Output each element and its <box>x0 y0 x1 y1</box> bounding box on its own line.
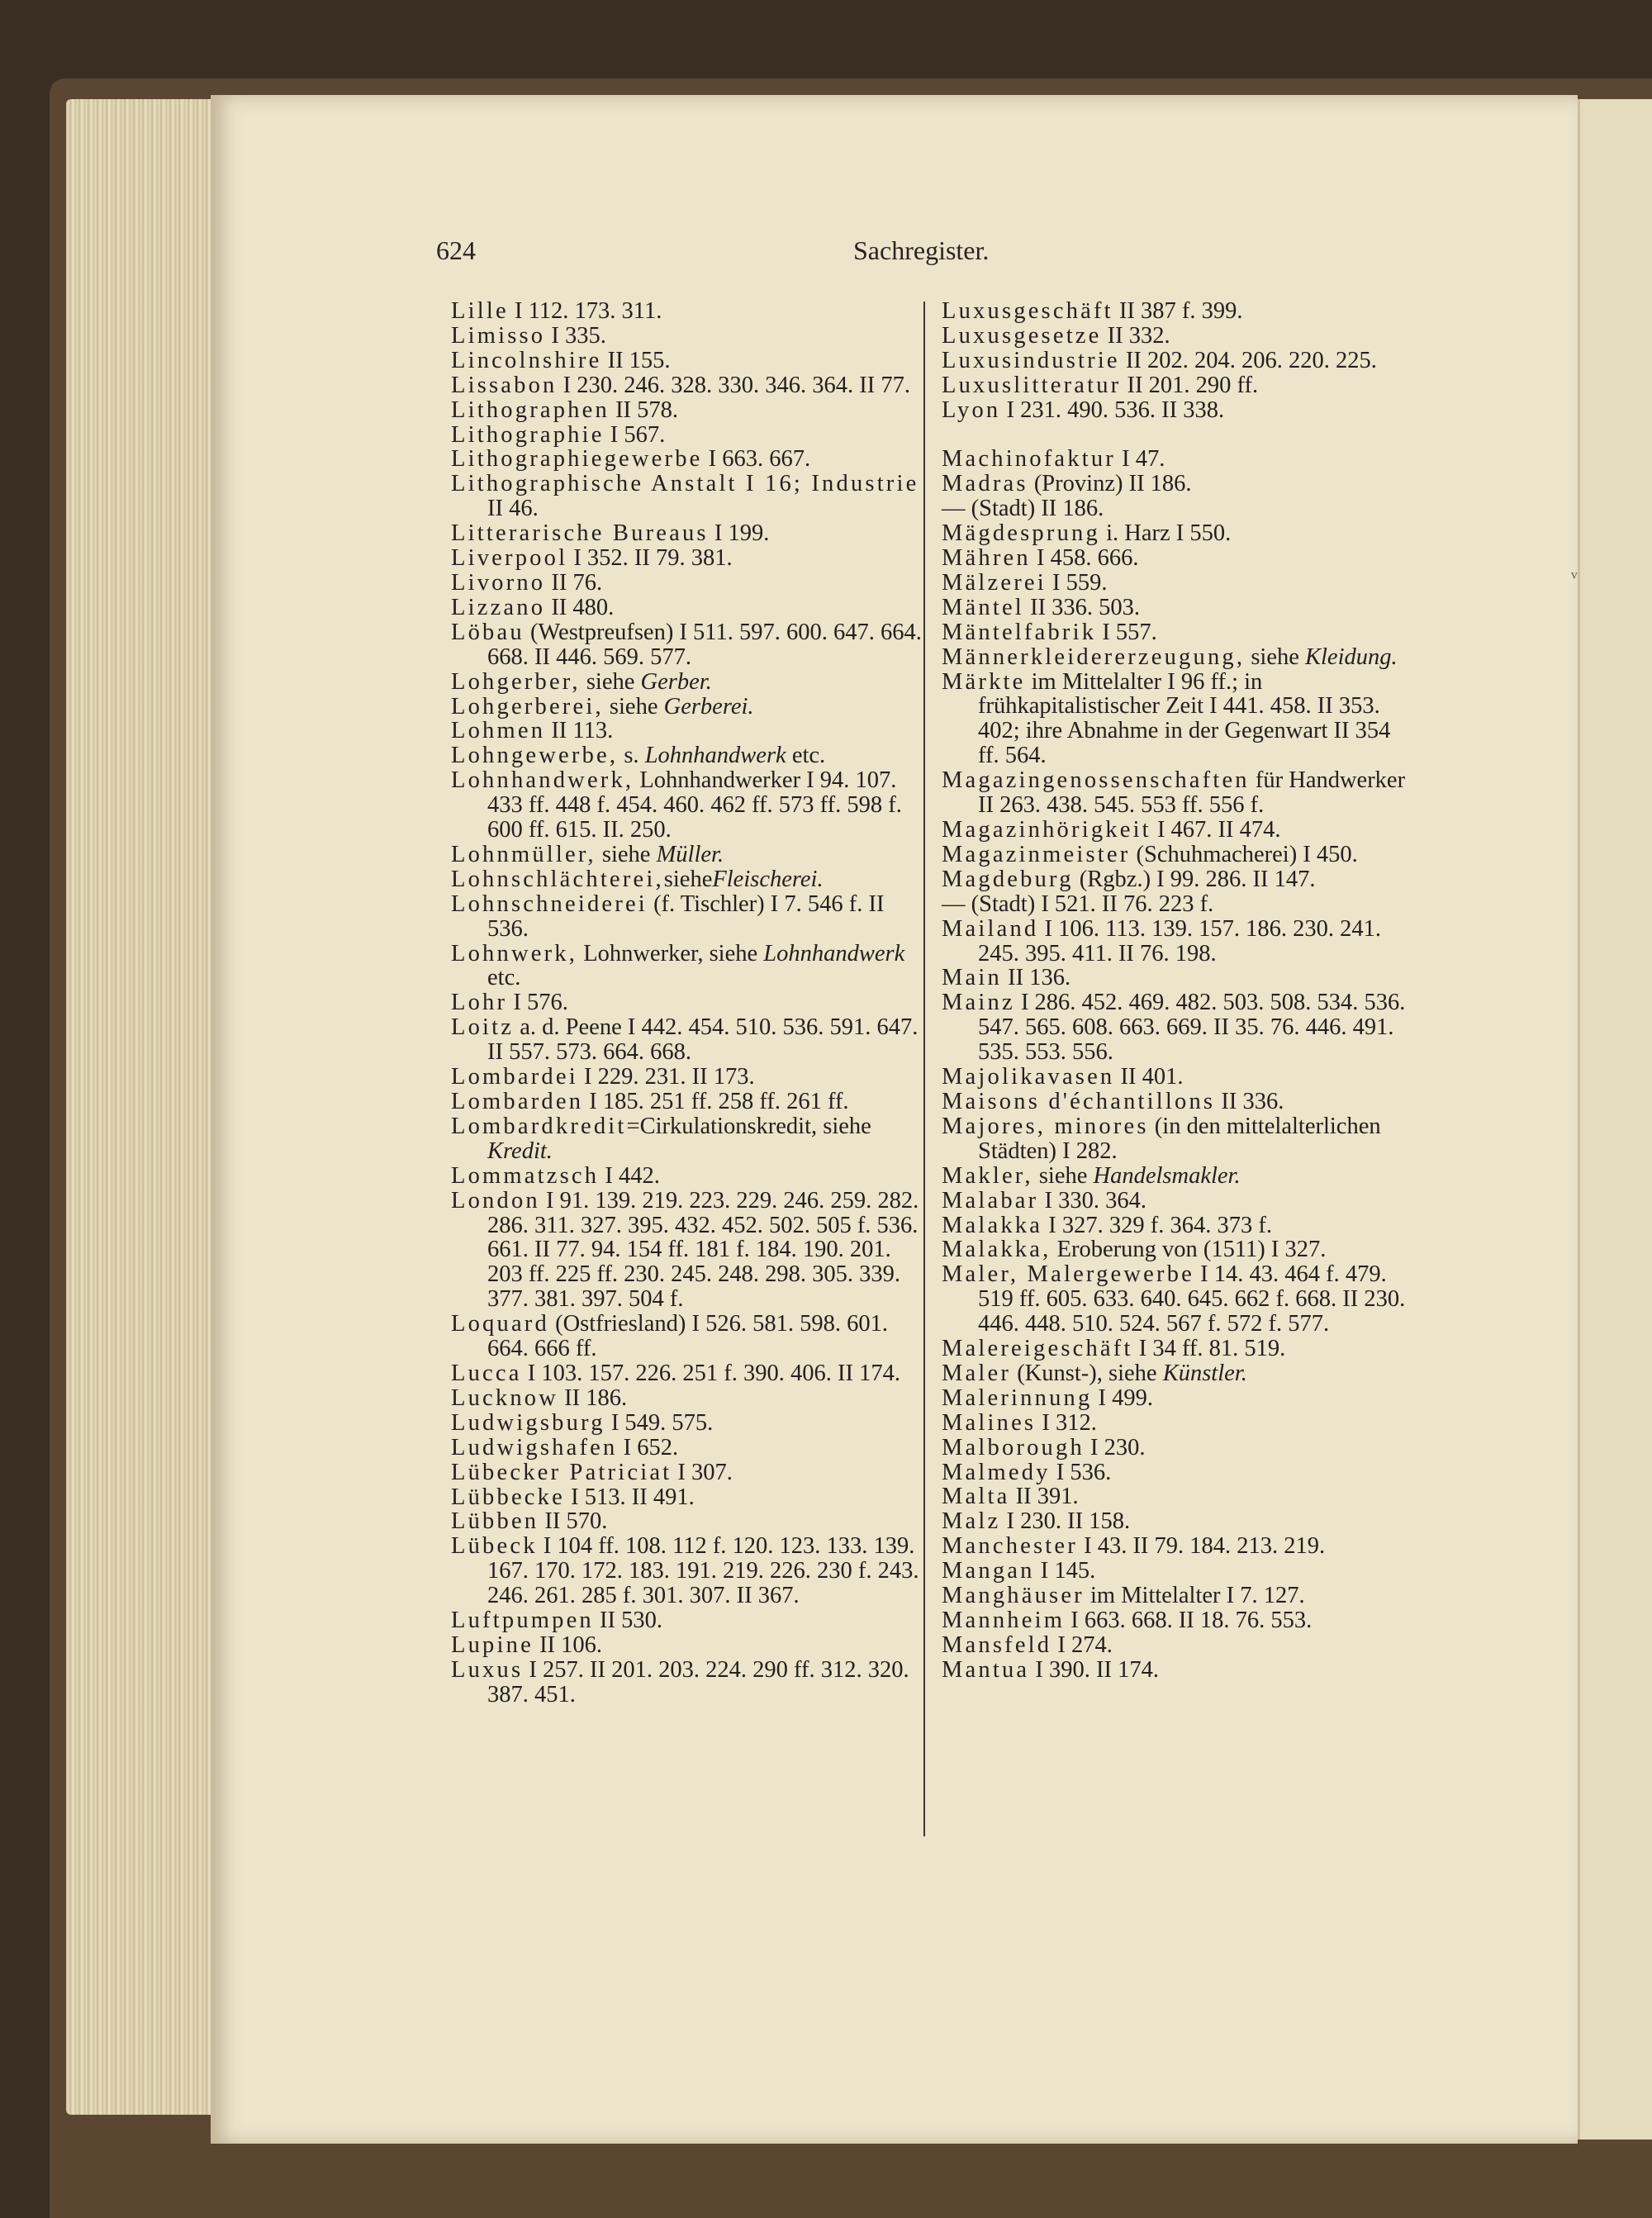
facing-page-edge <box>1578 99 1652 2140</box>
index-headword: Luxus <box>451 1656 524 1683</box>
index-headword: Lübeck <box>451 1533 538 1560</box>
index-entry <box>942 1386 1417 1411</box>
index-references: I 330. 364. <box>1038 1187 1146 1213</box>
index-entry <box>451 670 926 695</box>
index-references: (Provinz) II 186. <box>1028 471 1192 497</box>
index-references: siehe <box>663 866 713 892</box>
index-entry <box>942 843 1417 867</box>
index-references: siehe <box>1032 1162 1094 1189</box>
index-references: I 549. 575. <box>605 1409 714 1436</box>
index-entry <box>942 1559 1417 1584</box>
index-entry <box>942 1164 1417 1189</box>
index-references: i. Harz I 550. <box>1099 520 1232 547</box>
index-references: II 136. <box>1001 965 1071 991</box>
index-references: I 231. 490. 536. II 338. <box>1000 397 1225 423</box>
index-references: I 34 ff. 81. 519. <box>1132 1336 1286 1362</box>
index-entry <box>451 1460 926 1485</box>
index-references: I 335. <box>545 322 606 349</box>
index-entry <box>451 867 926 892</box>
index-entry <box>451 1114 926 1164</box>
index-references: I 230. 246. 328. 330. 346. 364. II 77. <box>557 372 910 398</box>
index-headword: Malines <box>942 1409 1037 1436</box>
index-entry <box>451 892 926 942</box>
index-references: (Kunst-), siehe <box>1011 1360 1163 1386</box>
index-references: I 390. II 174. <box>1029 1656 1159 1683</box>
index-entry <box>942 892 1417 917</box>
index-entry <box>451 1015 926 1065</box>
index-headword: Mainz <box>942 990 1015 1016</box>
index-references: — (Stadt) I 521. II 76. 223 f. <box>942 891 1214 917</box>
index-headword: Lohnhandwerk, <box>451 767 634 794</box>
index-references: I 230. II 158. <box>1000 1508 1131 1535</box>
index-headword: Magazinhörigkeit <box>942 817 1151 843</box>
index-headword: Lupine <box>451 1631 534 1658</box>
index-entry <box>942 447 1417 472</box>
index-entry <box>451 719 926 743</box>
index-entry <box>451 1436 926 1460</box>
index-headword: Magazingenossenschaften <box>942 767 1250 794</box>
index-headword: Lizzano <box>451 594 546 620</box>
cross-reference: Gerber. <box>640 668 712 695</box>
index-headword: Lombardkredit <box>451 1113 627 1139</box>
index-entry <box>451 546 926 571</box>
index-references: II 336. 503. <box>1023 594 1141 620</box>
index-references: II 186. <box>558 1384 628 1411</box>
index-headword: Luxusgeschäft <box>942 298 1113 324</box>
index-headword: Manghäuser <box>942 1583 1085 1609</box>
index-references: I 513. II 491. <box>564 1484 695 1510</box>
index-references: I 652. <box>617 1434 679 1460</box>
index-references: (Ostfriesland) I 526. 581. 598. 601. 664. 666 ff. <box>487 1311 888 1362</box>
index-entry <box>942 1633 1417 1658</box>
index-headword: Malakka <box>942 1212 1043 1238</box>
index-references: II 578. <box>609 397 679 423</box>
index-entry <box>942 571 1417 596</box>
index-references: I 559. <box>1046 569 1108 596</box>
index-headword: Luxusindustrie <box>942 347 1120 373</box>
index-entry <box>451 472 926 521</box>
index-references: I 499. <box>1092 1384 1154 1411</box>
index-column-left <box>451 299 926 1707</box>
index-headword: Lohgerber, <box>451 668 581 695</box>
index-entry <box>451 1090 926 1114</box>
index-headword: Mailand <box>942 915 1039 942</box>
index-headword: Lithographen <box>451 397 610 423</box>
index-entry <box>942 1411 1417 1436</box>
index-entry <box>942 472 1417 496</box>
index-entry <box>942 324 1417 349</box>
index-references: (Rgbz.) I 99. 286. II 147. <box>1073 866 1316 892</box>
index-references: II 336. <box>1215 1088 1284 1114</box>
index-entry <box>451 596 926 620</box>
index-references: I 557. <box>1096 619 1157 645</box>
index-entry <box>942 1584 1417 1608</box>
index-references: II 387 f. 399. <box>1113 298 1243 324</box>
index-headword: Litterarische Bureaus <box>451 520 709 547</box>
index-entry <box>451 1164 926 1189</box>
index-entry <box>942 1534 1417 1559</box>
index-entry <box>942 645 1417 670</box>
index-entry <box>942 1262 1417 1337</box>
index-references: I 307. <box>672 1459 733 1485</box>
index-references: I 663. 668. II 18. 76. 553. <box>1065 1608 1313 1634</box>
index-headword: Ludwigsburg <box>451 1409 605 1436</box>
index-entry <box>451 695 926 720</box>
index-headword: Lucknow <box>451 1384 559 1411</box>
index-entry <box>451 1189 926 1313</box>
index-entry <box>451 1658 926 1707</box>
index-references: I 185. 251 ff. 258 ff. 261 ff. <box>583 1089 849 1114</box>
index-headword: Mangan <box>942 1558 1035 1584</box>
cross-reference: Kleidung. <box>1305 644 1398 670</box>
index-headword: Lohnschlächterei, <box>451 866 664 892</box>
index-entry <box>942 1460 1417 1485</box>
index-references: II 530. <box>593 1608 662 1634</box>
index-headword: Maler <box>942 1360 1012 1386</box>
index-entry <box>451 843 926 867</box>
section-gap <box>942 423 1417 448</box>
index-references: II 570. <box>539 1508 608 1535</box>
index-entry <box>451 1485 926 1510</box>
index-references: I 663. 667. <box>702 446 811 473</box>
index-entry <box>451 373 926 398</box>
page-number: 624 <box>436 235 476 265</box>
index-headword: Märkte <box>942 668 1026 695</box>
index-references: I 567. <box>604 421 666 448</box>
index-entry <box>942 1361 1417 1386</box>
index-entry <box>942 496 1417 521</box>
index-headword: Malereigeschäft <box>942 1336 1133 1362</box>
margin-mark: ᵥ <box>1571 558 1578 582</box>
index-headword: Malabar <box>942 1187 1039 1213</box>
index-headword: Ludwigshafen <box>451 1434 618 1460</box>
index-headword: Lyon <box>942 397 1001 423</box>
index-references: II 332. <box>1101 322 1170 349</box>
index-entry <box>942 867 1417 892</box>
cross-reference: Müller. <box>656 841 724 867</box>
index-headword: Lissabon <box>451 372 558 398</box>
index-references: I 274. <box>1051 1631 1113 1658</box>
index-headword: Mälzerei <box>942 569 1047 596</box>
index-references: I 229. 231. II 173. <box>577 1064 755 1090</box>
index-headword: Lincolnshire <box>451 347 602 373</box>
index-headword: Mannheim <box>942 1608 1066 1634</box>
index-references: I 47. <box>1115 446 1165 473</box>
index-headword: Mansfeld <box>942 1631 1052 1658</box>
cross-reference: Gerberei. <box>663 693 754 720</box>
index-references: I 230. <box>1084 1434 1146 1460</box>
page-edges <box>66 99 223 2115</box>
index-entry <box>942 1509 1417 1534</box>
index-references: siehe <box>1245 644 1305 670</box>
index-headword: Malerinnung <box>942 1384 1093 1411</box>
index-references: I 103. 157. 226. 251 f. 390. 406. II 174. <box>521 1360 900 1386</box>
index-references: I 327. 329 f. 364. 373 f. <box>1042 1212 1272 1238</box>
index-entry <box>942 768 1417 818</box>
index-headword: Malakka, <box>942 1237 1051 1263</box>
index-references: II 113. <box>545 718 614 744</box>
index-headword: Liverpool <box>451 545 568 572</box>
index-headword: Mägdesprung <box>942 520 1100 547</box>
index-entry <box>942 1213 1417 1238</box>
index-headword: Luxusgesetze <box>942 322 1102 349</box>
running-title: Sachregister. <box>853 235 990 265</box>
index-references: I 536. <box>1050 1459 1112 1485</box>
index-references: I 106. 113. 139. 157. 186. 230. 241. 245. 395. 411. II 76. 198. <box>978 915 1381 967</box>
index-references: I 145. <box>1034 1558 1096 1584</box>
index-headword: Magazinmeister <box>942 841 1131 867</box>
index-references: (Schuhmacherei) I 450. <box>1130 841 1358 867</box>
index-entry <box>451 990 926 1015</box>
index-headword: London <box>451 1187 540 1213</box>
index-entry <box>451 1386 926 1411</box>
index-headword: Löbau <box>451 619 525 645</box>
index-entry <box>942 546 1417 571</box>
index-entry <box>942 966 1417 990</box>
index-column-right <box>942 299 1417 1683</box>
index-references: I 104 ff. 108. 112 f. 120. 123. 133. 139. 167. 170. 172. 183. 191. 219. 226. 230 f. 243. 246. 261. 285 f. 301. 307. II 367. <box>487 1533 919 1609</box>
index-headword: Lübben <box>451 1508 539 1535</box>
index-references: II 106. <box>533 1631 603 1658</box>
index-references: I 112. 173. 311. <box>508 298 662 324</box>
index-headword: Loquard <box>451 1311 549 1337</box>
index-headword: Lohngewerbe, <box>451 743 619 769</box>
index-headword: Main <box>942 965 1002 991</box>
index-references: a. d. Peene I 442. 454. 510. 536. 591. 647. II 557. 573. 664. 668. <box>487 1014 919 1066</box>
index-headword: Lille <box>451 298 509 324</box>
index-headword: Machinofaktur <box>942 446 1116 473</box>
index-references: I 14. 43. 464 f. 479. 519 ff. 605. 633. 640. 645. 662 f. 668. II 230. 446. 448. 510. 524. 567 f. 572 f. 577. <box>978 1261 1406 1337</box>
index-headword: Magdeburg <box>942 866 1074 892</box>
index-entry <box>451 349 926 373</box>
index-entry <box>942 1337 1417 1361</box>
index-references: Eroberung von (1511) I 327. <box>1051 1237 1327 1263</box>
index-entry <box>942 1065 1417 1090</box>
cross-reference: Lohnhandwerk <box>644 743 786 769</box>
index-entry <box>942 1608 1417 1633</box>
index-entry <box>451 1608 926 1633</box>
index-entry <box>942 373 1417 398</box>
index-headword: Manchester <box>942 1533 1078 1560</box>
index-headword: Mäntelfabrik <box>942 619 1097 645</box>
index-references: I 257. II 201. 203. 224. 290 ff. 312. 320. 387. 451. <box>487 1656 909 1707</box>
index-references: II 401. <box>1114 1064 1184 1090</box>
index-headword: Männerkleidererzeugung, <box>942 644 1246 670</box>
index-headword: Makler, <box>942 1162 1033 1189</box>
index-headword: Maisons d'échantillons <box>942 1088 1216 1114</box>
cross-reference: Handelsmakler. <box>1093 1162 1241 1189</box>
index-entry <box>942 818 1417 843</box>
index-references: — (Stadt) II 186. <box>942 496 1104 522</box>
index-references: s. <box>618 743 645 769</box>
index-entry <box>942 917 1417 967</box>
index-headword: Lucca <box>451 1360 522 1386</box>
index-entry <box>451 1633 926 1658</box>
index-references: siehe <box>596 841 657 867</box>
index-headword: Lohnwerk, <box>451 940 578 967</box>
index-entry <box>942 1484 1417 1509</box>
index-references: II 391. <box>1009 1484 1079 1510</box>
index-references: im Mittelalter I 7. 127. <box>1084 1583 1305 1609</box>
index-headword: Lombardei <box>451 1064 578 1090</box>
index-suffix: etc. <box>786 743 826 769</box>
index-references: I 91. 139. 219. 223. 229. 246. 259. 282. 286. 311. 327. 395. 432. 452. 502. 505 f. 536. 661. II 77. 94. 154 ff. 181 f. 184. 190. 201. 203 ff. 225 ff. 230. 245. 248. 298. 305. 339. 377. 381. 397. 504 f. <box>487 1187 919 1313</box>
index-entry <box>451 521 926 546</box>
index-references: I 312. <box>1036 1409 1097 1436</box>
index-references: Lohnhandwerker I 94. 107. 433 ff. 448 f. 454. 460. 462 ff. 573 ff. 598 f. 600 ff. 615. II. 250. <box>487 767 902 843</box>
index-references: siehe <box>603 693 664 720</box>
cross-reference: Künstler. <box>1162 1360 1247 1386</box>
index-references: (f. Tischler) I 7. 546 f. II 536. <box>487 891 885 942</box>
index-headword: Livorno <box>451 569 546 596</box>
index-entry <box>451 620 926 670</box>
index-references: I 352. II 79. 381. <box>567 545 733 572</box>
index-entry <box>942 1189 1417 1213</box>
column-rule <box>923 302 925 1836</box>
index-references: im Mittelalter I 96 ff.; in frühkapitalistischer Zeit I 441. 458. II 353. 402; ihre Abnahme in der Gegenwart II 354 ff. 564. <box>978 668 1391 769</box>
cross-reference: Kredit. <box>487 1137 553 1164</box>
index-entry <box>451 423 926 448</box>
index-headword: Malta <box>942 1484 1010 1510</box>
index-headword: Majores, minores <box>942 1113 1149 1139</box>
index-entry <box>451 1509 926 1534</box>
index-references: für Handwerker II 263. 438. 545. 553 ff. 556 f. <box>978 767 1406 819</box>
index-headword: Malborough <box>942 1434 1085 1460</box>
index-headword: Limisso <box>451 322 546 349</box>
index-entry <box>942 1237 1417 1262</box>
index-references: (in den mittelalterlichen Städten) I 282. <box>978 1113 1381 1164</box>
index-headword: Luftpumpen <box>451 1608 594 1634</box>
index-headword: Lübecker Patriciat <box>451 1459 672 1485</box>
index-entry <box>451 1361 926 1386</box>
index-headword: Madras <box>942 471 1028 497</box>
index-headword: Lithographiegewerbe <box>451 446 703 473</box>
index-headword: Mäntel <box>942 594 1024 620</box>
index-entry <box>451 324 926 349</box>
index-entry <box>942 990 1417 1065</box>
index-headword: Majolikavasen <box>942 1064 1115 1090</box>
index-headword: Lübbecke <box>451 1484 565 1510</box>
index-headword: Lommatzsch <box>451 1162 600 1189</box>
index-references: I 286. 452. 469. 482. 503. 508. 534. 536. 547. 565. 608. 663. 669. II 35. 76. 446. 491. 535. 553. 556. <box>978 990 1406 1066</box>
index-entry <box>451 1312 926 1361</box>
cross-reference: Fleischerei. <box>712 866 824 892</box>
index-references: II 155. <box>601 347 671 373</box>
index-entry <box>451 1411 926 1436</box>
index-entry <box>451 447 926 472</box>
index-entry <box>451 743 926 768</box>
index-entry <box>451 768 926 843</box>
index-entry <box>451 942 926 991</box>
index-references: =Cirkulationskredit, siehe <box>626 1113 871 1139</box>
index-references: I 43. II 79. 184. 213. 219. <box>1077 1533 1326 1560</box>
index-headword: Maler, Malergewerbe <box>942 1261 1195 1288</box>
index-references: (Westpreufsen) I 511. 597. 600. 647. 664. 668. II 446. 569. 577. <box>487 619 922 670</box>
index-headword: Lohnmüller, <box>451 841 596 867</box>
index-entry <box>451 1534 926 1608</box>
index-entry <box>451 299 926 324</box>
index-headword: Loitz <box>451 1014 515 1041</box>
index-entry <box>942 398 1417 423</box>
index-entry <box>942 1090 1417 1114</box>
index-headword: Lohgerberei, <box>451 693 604 720</box>
index-headword: Malmedy <box>942 1459 1051 1485</box>
index-headword: Lohnschneiderei <box>451 891 648 917</box>
index-headword: Mantua <box>942 1656 1030 1683</box>
index-entry <box>451 398 926 423</box>
index-entry <box>942 299 1417 324</box>
index-entry <box>942 596 1417 620</box>
index-references: siehe <box>580 668 641 695</box>
index-references: Lohnwerker, siehe <box>577 940 764 967</box>
index-references: II 46. <box>487 496 539 522</box>
index-headword: Lombarden <box>451 1089 584 1114</box>
index-entry <box>942 620 1417 645</box>
index-references: II 201. 290 ff. <box>1121 372 1259 398</box>
index-entry <box>942 1114 1417 1164</box>
index-entry <box>942 349 1417 373</box>
index-suffix: etc. <box>487 965 521 991</box>
index-references: I 199. <box>708 520 770 547</box>
index-headword: Lohr <box>451 990 508 1016</box>
index-headword: Lithographische Anstalt I 16; Industrie <box>451 471 919 497</box>
index-headword: Mähren <box>942 545 1031 572</box>
index-references: I 576. <box>507 990 568 1016</box>
index-references: I 458. 666. <box>1030 545 1139 572</box>
index-headword: Malz <box>942 1508 1001 1535</box>
index-entry <box>451 1065 926 1090</box>
index-headword: Lohmen <box>451 718 546 744</box>
index-entry <box>451 571 926 596</box>
index-entry <box>942 1658 1417 1683</box>
index-headword: Luxuslitteratur <box>942 372 1122 398</box>
index-references: I 467. II 474. <box>1151 817 1281 843</box>
cross-reference: Lohnhandwerk <box>763 940 905 967</box>
index-headword: Lithographie <box>451 421 605 448</box>
index-references: II 480. <box>545 594 615 620</box>
index-references: II 76. <box>545 569 603 596</box>
index-entry <box>942 670 1417 769</box>
index-references: II 202. 204. 206. 220. 225. <box>1119 347 1377 373</box>
index-references: I 442. <box>599 1162 660 1189</box>
index-entry <box>942 1436 1417 1460</box>
index-entry <box>942 521 1417 546</box>
